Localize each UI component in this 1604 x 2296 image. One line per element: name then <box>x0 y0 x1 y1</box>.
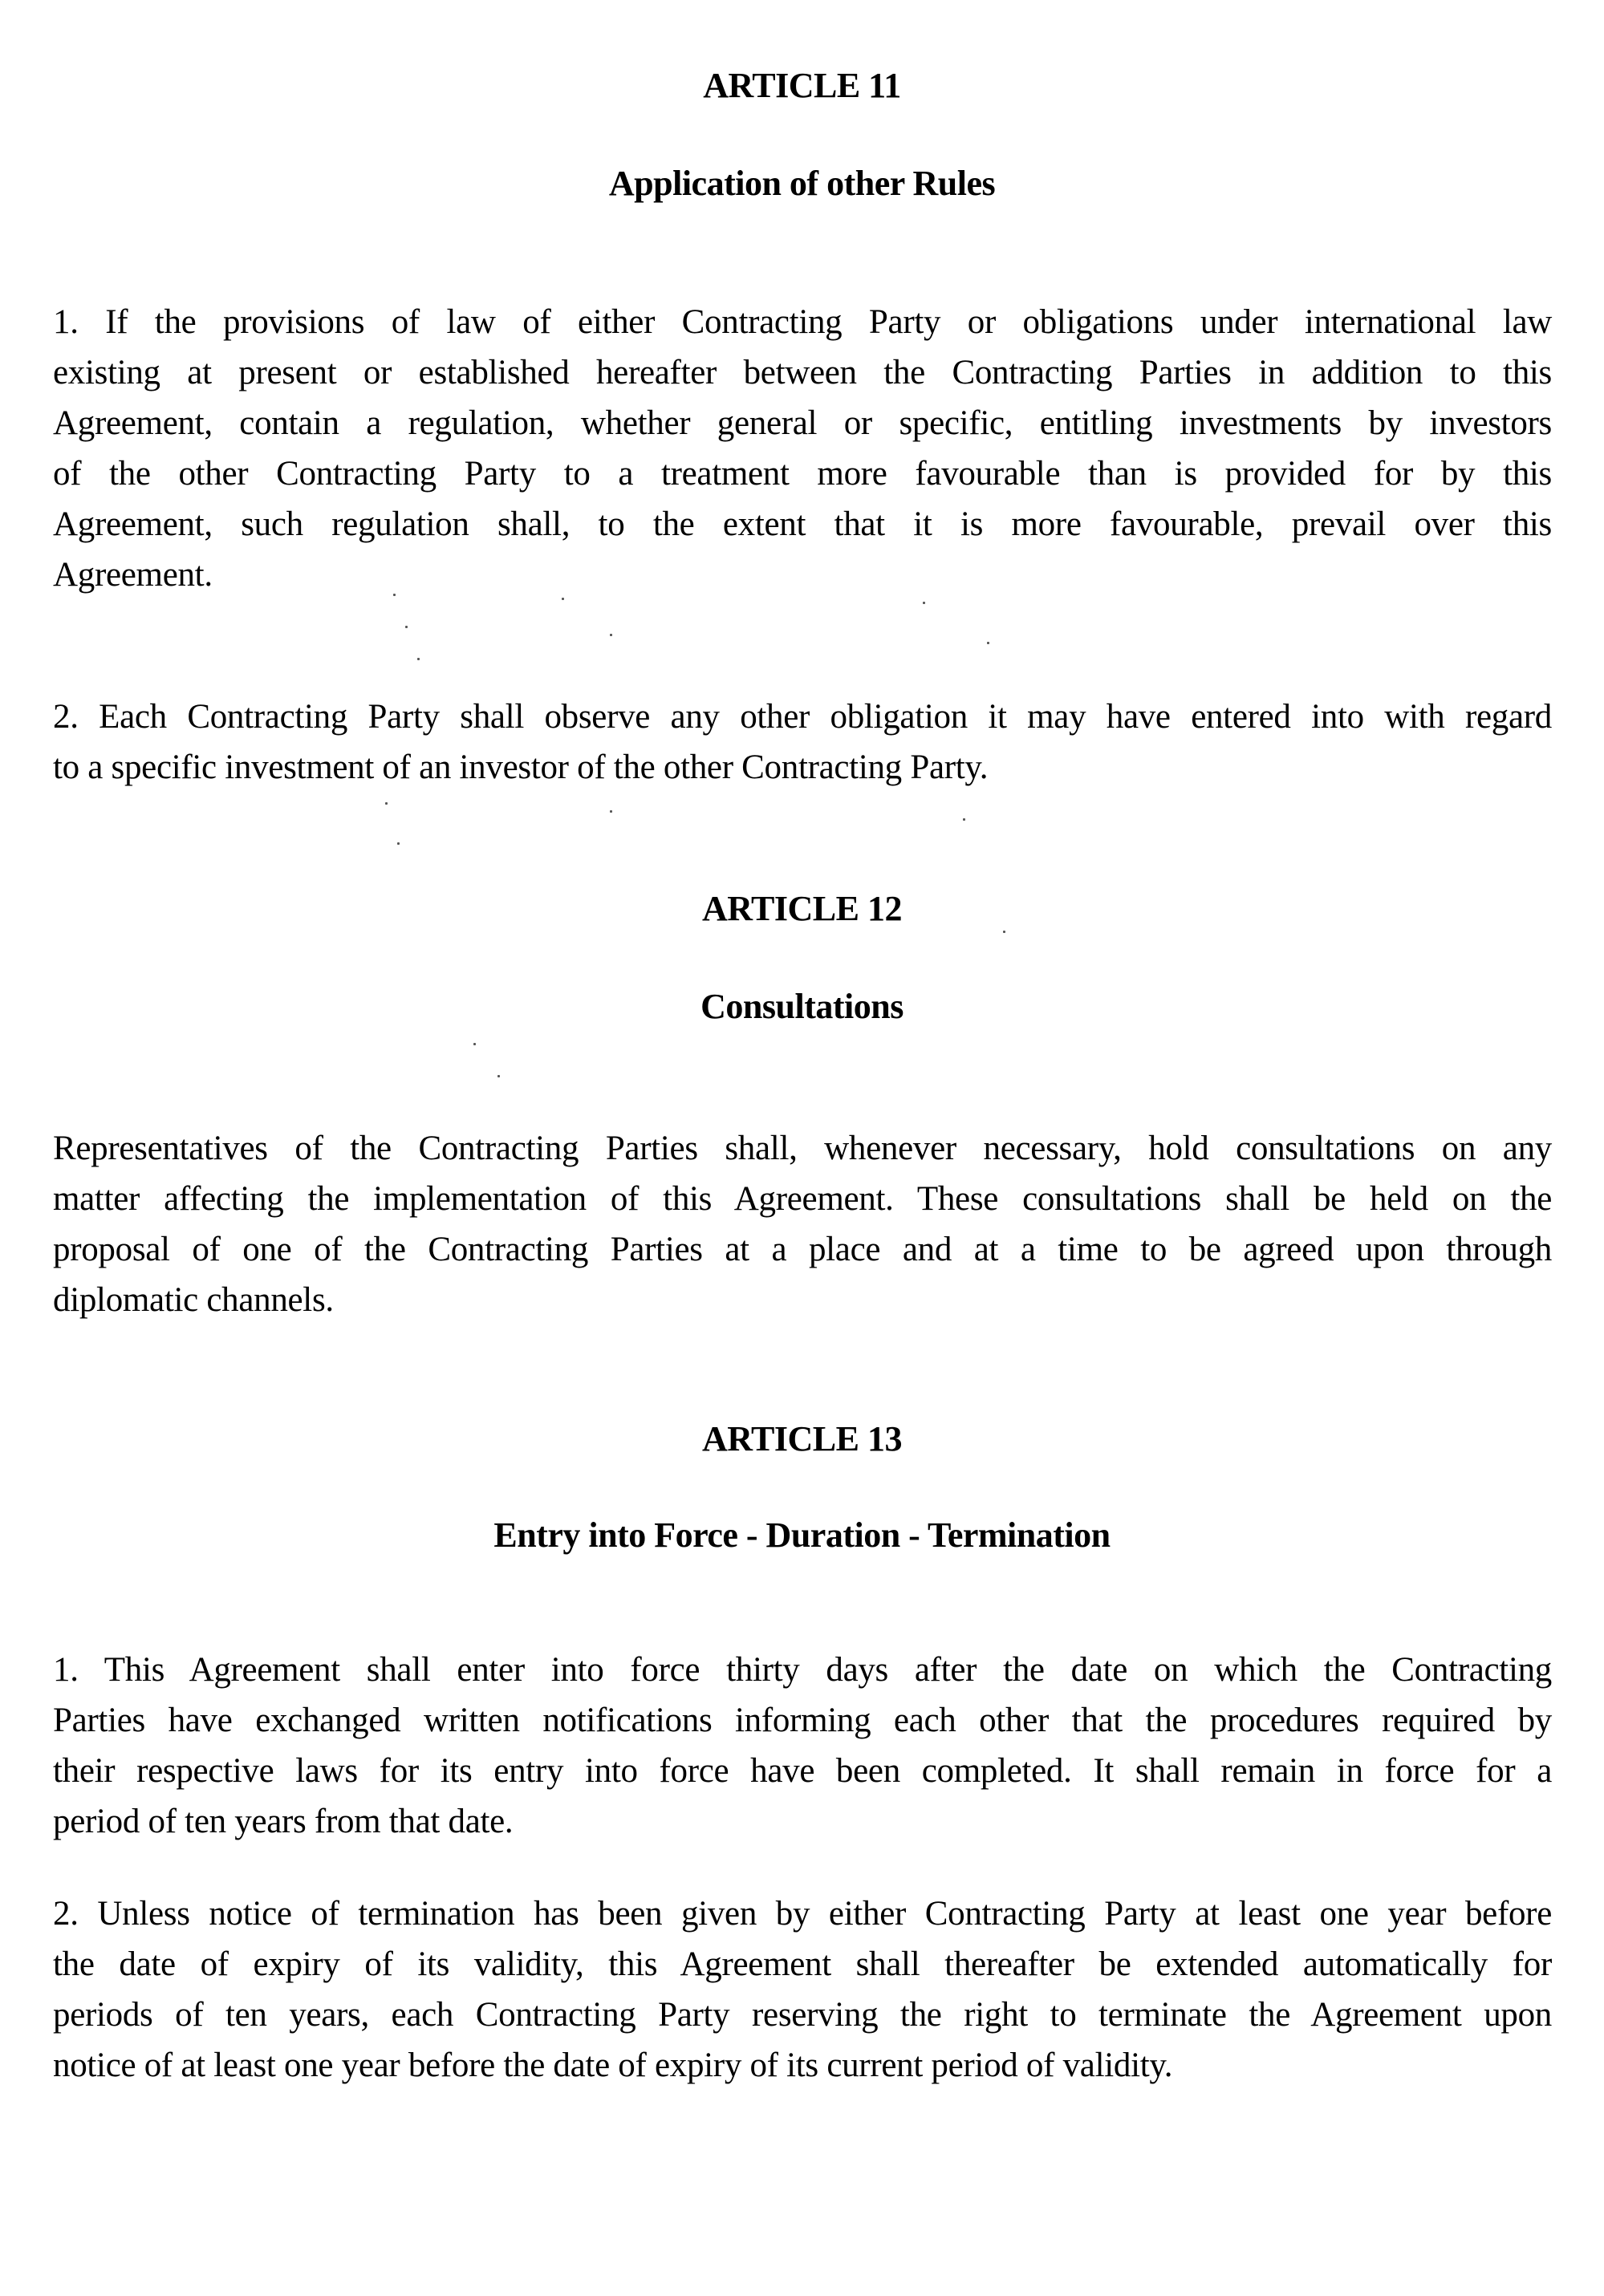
text-line: diplomatic channels. <box>53 1281 334 1319</box>
text-line: 1. If the provisions of law of either Contracting Party or obligations under international law <box>53 303 1552 341</box>
text-line: Representatives of the Contracting Parties shall, whenever necessary, hold consultations on any <box>53 1130 1552 1167</box>
text-line: period of ten years from that date. <box>53 1803 514 1840</box>
article-13-heading: ARTICLE 13 <box>702 1419 902 1458</box>
text-line: matter affecting the implementation of this Agreement. These consultations shall be held on the <box>53 1180 1552 1218</box>
article-11-title: Application of other Rules <box>608 164 996 203</box>
article-11-paragraph-1 <box>53 297 1552 600</box>
article-12-title: Consultations <box>700 987 904 1026</box>
text-line: notice of at least one year before the date of expiry of its current period of validity. <box>53 2047 1173 2084</box>
text-line: Parties have exchanged written notifications informing each other that the procedures required by <box>53 1702 1552 1739</box>
article-13-paragraph-1 <box>53 1645 1552 1847</box>
article-12-paragraph-1 <box>53 1123 1552 1325</box>
text-line: Agreement. <box>53 556 213 594</box>
article-12-heading: ARTICLE 12 <box>702 889 902 928</box>
text-line: 2. Unless notice of termination has been given by either Contracting Party at least one year before <box>53 1895 1552 1933</box>
text-line: proposal of one of the Contracting Parties at a place and at a time to be agreed upon through <box>53 1231 1552 1268</box>
article-11-paragraph-2 <box>53 692 1552 793</box>
text-line: to a specific investment of an investor of the other Contracting Party. <box>53 748 989 786</box>
text-line: the date of expiry of its validity, this Agreement shall thereafter be extended automatically for <box>53 1945 1552 1983</box>
text-line: of the other Contracting Party to a treatment more favourable than is provided for by this <box>53 455 1552 493</box>
text-line: Agreement, contain a regulation, whether general or specific, entitling investments by investors <box>53 404 1552 442</box>
text-line: periods of ten years, each Contracting Party reserving the right to terminate the Agreement upon <box>53 1996 1552 2034</box>
text-line: Agreement, such regulation shall, to the extent that it is more favourable, prevail over this <box>53 505 1552 543</box>
text-line: 2. Each Contracting Party shall observe any other obligation it may have entered into with regard <box>53 698 1552 736</box>
article-11-heading: ARTICLE 11 <box>703 66 901 105</box>
article-13-paragraph-2 <box>53 1888 1552 2091</box>
text-line: 1. This Agreement shall enter into force thirty days after the date on which the Contracting <box>53 1651 1552 1689</box>
text-line: their respective laws for its entry into force have been completed. It shall remain in force for a <box>53 1752 1552 1790</box>
article-13-title: Entry into Force - Duration - Termination <box>493 1515 1111 1555</box>
text-line: existing at present or established hereafter between the Contracting Parties in addition to this <box>53 354 1552 391</box>
